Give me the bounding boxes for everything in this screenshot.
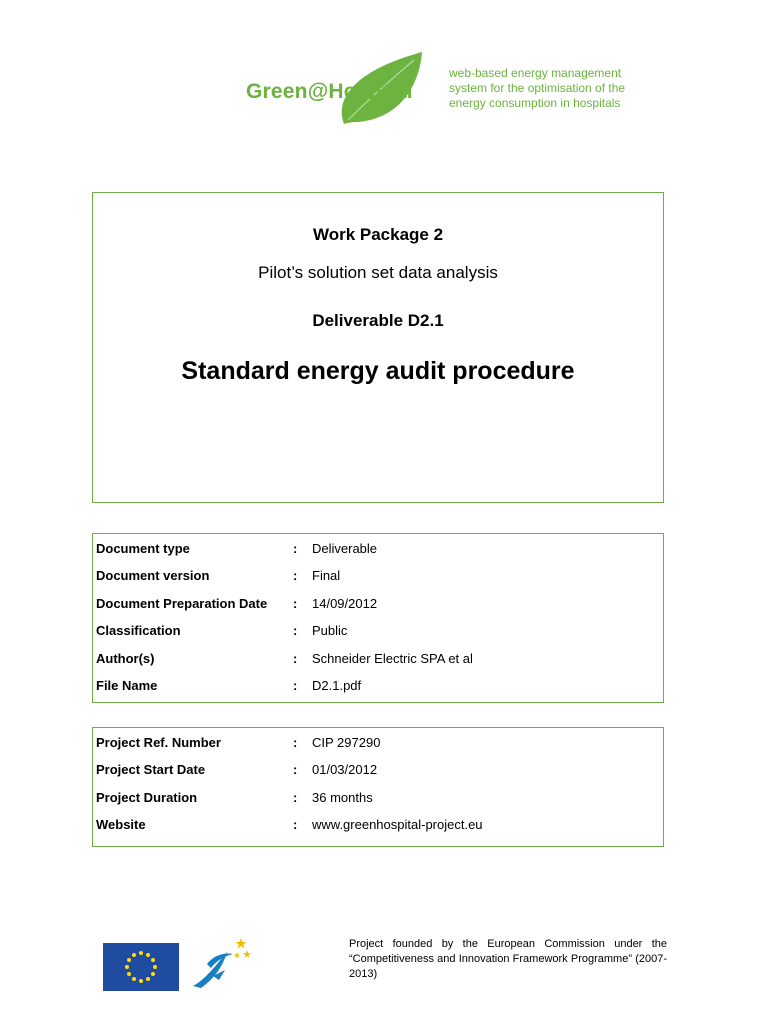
row-value: CIP 297290: [312, 735, 381, 750]
footer-logos: [103, 936, 253, 992]
row-value: Public: [312, 623, 348, 638]
table-row: [93, 678, 663, 698]
cip-programme-icon: [189, 936, 253, 992]
row-value: Final: [312, 568, 341, 583]
row-separator: :: [293, 623, 298, 638]
row-value: D2.1.pdf: [312, 678, 362, 693]
row-label: Document version: [96, 568, 210, 583]
row-label: Project Ref. Number: [96, 735, 221, 750]
work-package-label: Work Package 2: [312, 225, 444, 244]
title-box: [92, 192, 664, 503]
row-separator: :: [293, 651, 298, 666]
row-label: Website: [96, 817, 146, 832]
table-row: [93, 651, 663, 671]
row-separator: :: [293, 817, 298, 832]
row-label: Document Preparation Date: [96, 596, 268, 611]
deliverable-label: Deliverable D2.1: [312, 311, 444, 330]
row-separator: :: [293, 790, 298, 805]
table-row: [93, 541, 663, 561]
table-row: [93, 817, 663, 837]
row-label: Project Start Date: [96, 762, 206, 777]
project-info-table: [92, 727, 664, 847]
row-separator: :: [293, 762, 298, 777]
row-separator: :: [293, 596, 298, 611]
row-label: Project Duration: [96, 790, 198, 805]
row-value: Schneider Electric SPA et al: [312, 651, 473, 666]
row-value: 01/03/2012: [312, 762, 378, 777]
row-separator: :: [293, 541, 298, 556]
row-label: Classification: [96, 623, 181, 638]
table-row: [93, 596, 663, 616]
table-row: [93, 735, 663, 755]
green-hospital-logo: [246, 50, 436, 125]
row-separator: :: [293, 568, 298, 583]
row-separator: :: [293, 735, 298, 750]
row-separator: :: [293, 678, 298, 693]
row-label: Author(s): [96, 651, 155, 666]
row-value: 36 months: [312, 790, 373, 805]
document-info-table: [92, 533, 664, 703]
logo-text: Green@Hospital: [246, 80, 413, 103]
document-title: Standard energy audit procedure: [181, 357, 575, 385]
table-row: [93, 568, 663, 588]
table-row: [93, 623, 663, 643]
eu-flag-icon: [103, 943, 179, 991]
table-row: [93, 762, 663, 782]
row-label: File Name: [96, 678, 158, 693]
tagline: web-based energy management system for the optimisation of the energy consumption in hospitals: [449, 66, 626, 110]
funding-statement: Project founded by the European Commission under the “Competitiveness and Innovation Framework Programme” (2007-2013): [349, 938, 667, 980]
website-link[interactable]: www.greenhospital-project.eu: [312, 817, 483, 832]
table-row: [93, 790, 663, 810]
row-value: 14/09/2012: [312, 596, 378, 611]
row-label: Document type: [96, 541, 190, 556]
row-value: Deliverable: [312, 541, 378, 556]
work-package-subtitle: Pilot’s solution set data analysis: [258, 263, 498, 282]
